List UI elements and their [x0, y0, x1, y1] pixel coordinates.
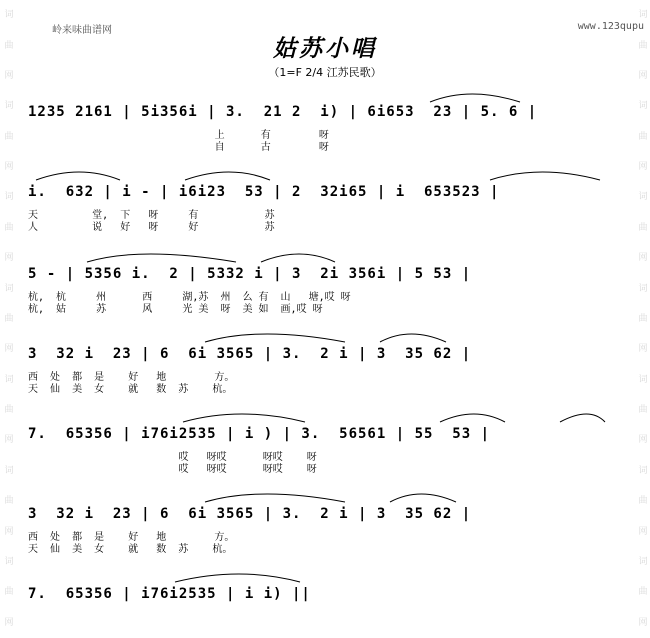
watermark-char: 词 — [4, 101, 14, 112]
watermark-char: 网 — [638, 70, 648, 81]
site-name: 岭来味曲谱网 — [52, 25, 112, 36]
watermark-char: 曲 — [638, 222, 648, 233]
watermark-char: 曲 — [4, 313, 14, 324]
lyric-line-2: 哎 呀哎 呀哎 呀 — [28, 464, 317, 475]
watermark-char: 网 — [638, 344, 648, 355]
watermark-char: 曲 — [638, 313, 648, 324]
watermark-char: 词 — [638, 556, 648, 567]
watermark-char: 词 — [638, 374, 648, 385]
watermark-char: 网 — [4, 70, 14, 81]
notation-line: i. 632 | i - | i6i23 53 | 2 32i65 | i 653523 | — [28, 184, 500, 200]
watermark-char: 曲 — [638, 496, 648, 507]
watermark-char: 曲 — [638, 131, 648, 142]
lyric-line-2: 人 说 好 呀 好 苏 — [28, 222, 275, 233]
lyric-line-1: 西 处 都 是 好 地 方。 — [28, 532, 235, 543]
lyric-line-1: 天 堂, 下 呀 有 苏 — [28, 210, 275, 221]
watermark-char: 网 — [4, 435, 14, 446]
watermark-char: 词 — [4, 374, 14, 385]
watermark-char: 曲 — [4, 131, 14, 142]
notation-line: 1235 2161 | 5i356i | 3. 21 2 i) | 6i653 23 | 5. 6 | — [28, 104, 538, 120]
watermark-char: 词 — [638, 283, 648, 294]
lyric-line-2: 天 仙 美 女 就 数 苏 杭。 — [28, 384, 233, 395]
watermark-char: 曲 — [4, 405, 14, 416]
watermark-char: 曲 — [4, 40, 14, 51]
watermark-char: 曲 — [4, 587, 14, 598]
watermark-char: 词 — [638, 192, 648, 203]
watermark-char: 网 — [4, 162, 14, 173]
watermark-char: 曲 — [638, 587, 648, 598]
watermark-char: 词 — [638, 10, 648, 21]
watermark-char: 词 — [4, 283, 14, 294]
watermark-char: 网 — [638, 617, 648, 628]
watermark-char: 曲 — [4, 496, 14, 507]
site-url: www.123qupu — [577, 21, 644, 32]
watermark-char: 词 — [4, 465, 14, 476]
watermark-char: 词 — [4, 192, 14, 203]
watermark-char: 词 — [4, 556, 14, 567]
watermark-char: 曲 — [4, 222, 14, 233]
watermark-char: 网 — [4, 344, 14, 355]
lyric-line-2: 天 仙 美 女 就 数 苏 杭。 — [28, 544, 233, 555]
lyric-line-1: 上 有 呀 — [28, 130, 329, 141]
notation-line: 3 32 i 23 | 6 6i 3565 | 3. 2 i | 3 35 62 | — [28, 506, 472, 522]
watermark-char: 网 — [638, 253, 648, 264]
notation-line: 5 - | 5356 i. 2 | 5332 i | 3 2i 356i | 5 53 | — [28, 266, 472, 282]
watermark-char: 曲 — [638, 40, 648, 51]
lyric-line-1: 哎 呀哎 呀哎 呀 — [28, 452, 317, 463]
watermark-char: 网 — [4, 253, 14, 264]
watermark-char: 网 — [638, 435, 648, 446]
watermark-char: 曲 — [638, 405, 648, 416]
notation-line: 7. 65356 | i76i2535 | i ) | 3. 56561 | 55 53 | — [28, 426, 491, 442]
notation-line: 3 32 i 23 | 6 6i 3565 | 3. 2 i | 3 35 62 | — [28, 346, 472, 362]
watermark-char: 词 — [638, 101, 648, 112]
lyric-line-1: 杭, 杭 州 西 湖,苏 州 么 有 山 塘,哎 呀 — [28, 292, 351, 303]
watermark-char: 词 — [638, 465, 648, 476]
watermark-char: 网 — [4, 617, 14, 628]
lyric-line-2: 自 古 呀 — [28, 142, 329, 153]
watermark-char: 词 — [4, 10, 14, 21]
watermark-right — [637, 0, 649, 638]
lyric-line-2: 杭, 姑 苏 风 光 美 呀 美 如 画,哎 呀 — [28, 304, 323, 315]
lyric-line-1: 西 处 都 是 好 地 方。 — [28, 372, 235, 383]
watermark-char: 网 — [638, 162, 648, 173]
watermark-left — [3, 0, 15, 638]
watermark-char: 网 — [638, 526, 648, 537]
song-title: 姑苏小唱 — [273, 35, 377, 62]
watermark-char: 网 — [4, 526, 14, 537]
song-subtitle: （1=F 2/4 江苏民歌） — [268, 66, 382, 79]
notation-line: 7. 65356 | i76i2535 | i i) || — [28, 586, 311, 602]
